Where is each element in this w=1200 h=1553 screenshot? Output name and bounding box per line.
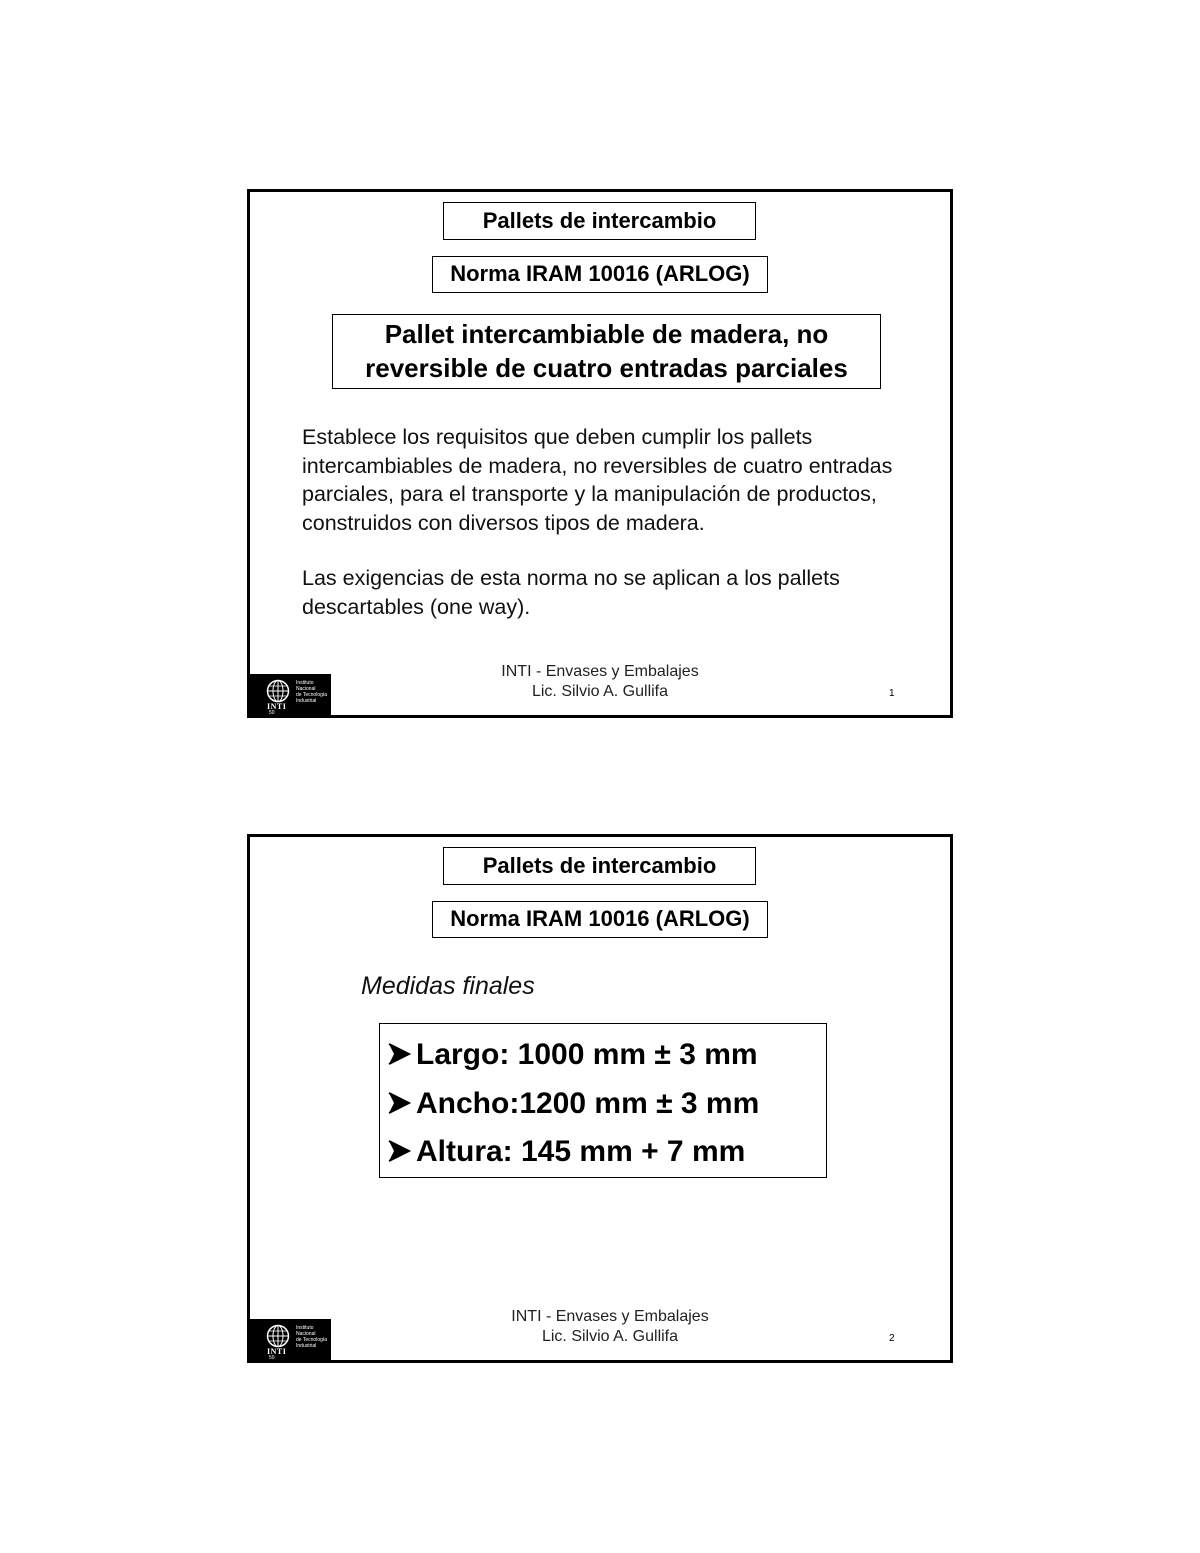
logo-sub: 50 bbox=[269, 710, 275, 716]
logo-line: Industrial bbox=[296, 1343, 317, 1349]
slide-2 bbox=[247, 834, 953, 1363]
logo-text bbox=[296, 680, 328, 704]
footer-org: INTI - Envases y Embalajes bbox=[511, 1308, 709, 1325]
arrowhead-bullet-icon bbox=[386, 1090, 412, 1116]
page-number: 2 bbox=[889, 1333, 895, 1344]
slide-title: Pallets de intercambio bbox=[443, 202, 756, 240]
footer-author: Lic. Silvio A. Gullifa bbox=[541, 1328, 679, 1345]
exclusion-paragraph: Las exigencias de esta norma no se aplican a los pallets descartables (one way). bbox=[302, 566, 840, 619]
footer bbox=[400, 662, 800, 702]
description-paragraph: Establece los requisitos que deben cumplir los pallets intercambiables de madera, no reversibles de cuatro entradas parciales, para el transporte y la manipulación de productos, construidos con diversos tipos de madera. bbox=[302, 425, 893, 535]
measure-altura bbox=[386, 1135, 745, 1169]
measure-largo bbox=[386, 1038, 758, 1072]
measure-text: Altura: 145 mm + 7 mm bbox=[416, 1135, 746, 1168]
slide-1 bbox=[247, 189, 953, 718]
slide-title: Pallets de intercambio bbox=[443, 847, 756, 885]
inti-logo bbox=[250, 674, 331, 718]
logo-line: Industrial bbox=[296, 698, 317, 704]
footer-author: Lic. Silvio A. Gullifa bbox=[531, 683, 669, 700]
logo-name: INTI bbox=[267, 1347, 287, 1356]
footer bbox=[410, 1307, 810, 1347]
inti-globe-icon bbox=[266, 1324, 290, 1348]
subheading: Medidas finales bbox=[361, 972, 535, 1000]
inti-globe-icon bbox=[266, 679, 290, 703]
logo-line: Nacional bbox=[296, 686, 316, 692]
measure-text: Largo: 1000 mm ± 3 mm bbox=[416, 1038, 758, 1071]
footer-org: INTI - Envases y Embalajes bbox=[501, 663, 699, 680]
logo-text bbox=[296, 1325, 328, 1349]
logo-line: de Tecnología bbox=[296, 692, 328, 698]
norma-label: Norma IRAM 10016 (ARLOG) bbox=[432, 256, 768, 293]
logo-line: Instituto bbox=[296, 1325, 314, 1331]
page-number: 1 bbox=[889, 688, 895, 699]
arrowhead-bullet-icon bbox=[386, 1041, 412, 1067]
arrowhead-bullet-icon bbox=[386, 1138, 412, 1164]
norma-label: Norma IRAM 10016 (ARLOG) bbox=[432, 901, 768, 938]
logo-name: INTI bbox=[267, 702, 287, 711]
inti-logo bbox=[250, 1319, 331, 1363]
measure-ancho bbox=[386, 1087, 759, 1121]
heading-box bbox=[332, 314, 881, 389]
logo-line: de Tecnología bbox=[296, 1337, 328, 1343]
heading-line-1: Pallet intercambiable de madera, no bbox=[384, 319, 829, 349]
logo-sub: 50 bbox=[269, 1355, 275, 1361]
measures-box bbox=[379, 1023, 827, 1178]
logo-line: Instituto bbox=[296, 680, 314, 686]
logo-line: Nacional bbox=[296, 1331, 316, 1337]
measure-text: Ancho:1200 mm ± 3 mm bbox=[416, 1087, 760, 1120]
heading-line-2: reversible de cuatro entradas parciales bbox=[365, 353, 848, 383]
